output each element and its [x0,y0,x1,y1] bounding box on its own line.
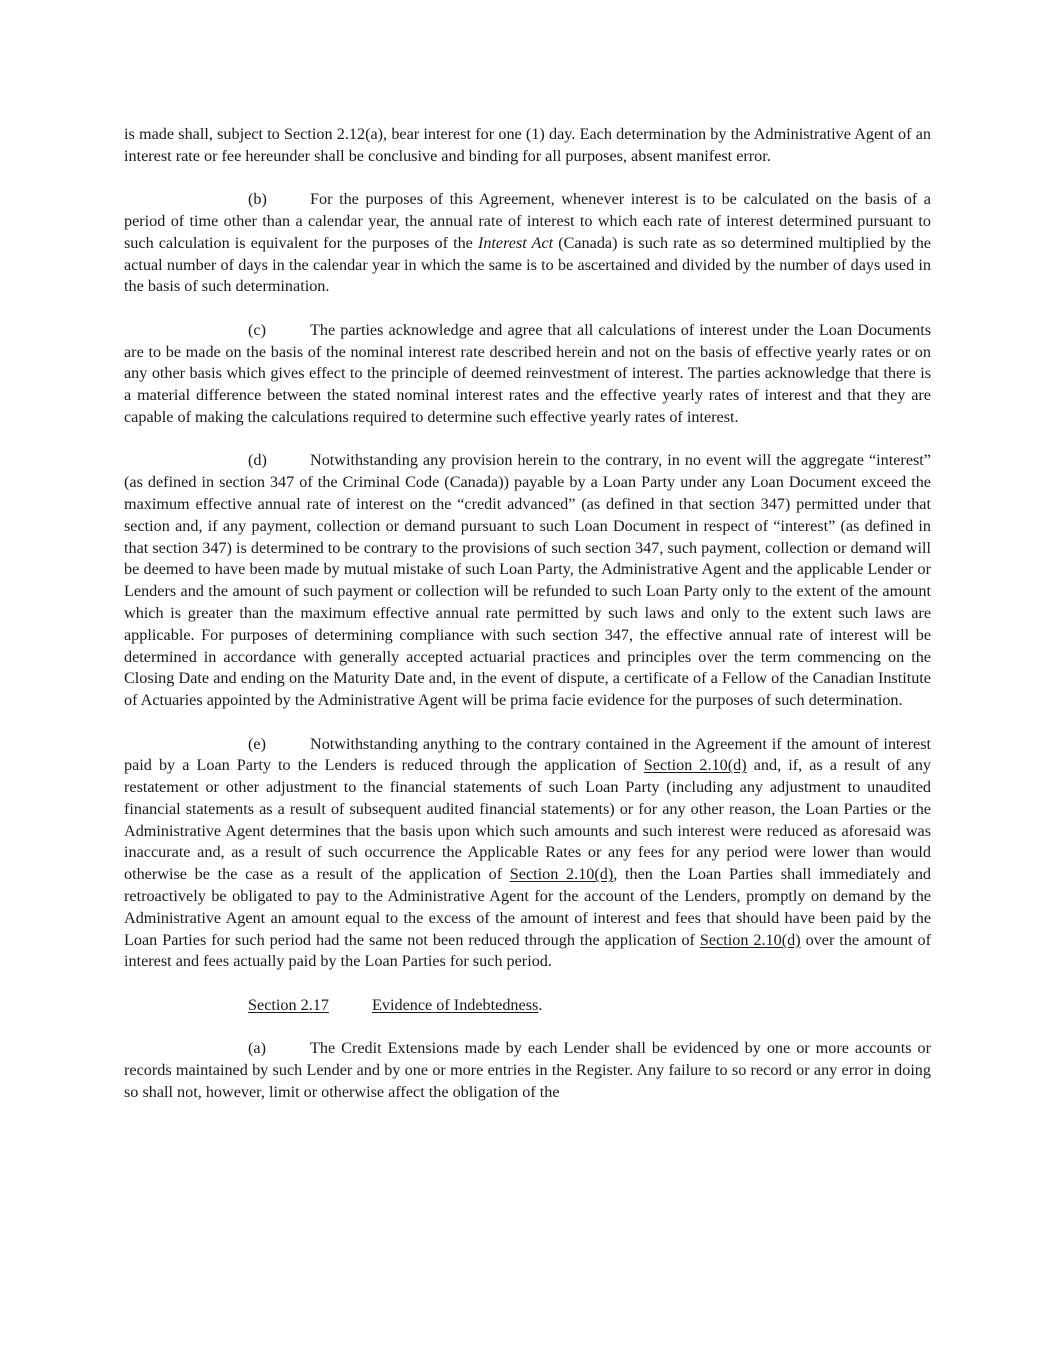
paragraph-d-text: Notwithstanding any provision herein to the contrary, in no event will the aggregate “interest” (as defined in section 347 of the Criminal Code (Canada)) payable by a Loan Party under any Loan Document exceed the maximum effective annual rate of interest on the “credit advanced” (as defined in that section 347) permitted under that section and, if any payment, collection or demand pursuant to such Loan Document in respect of “interest” (as defined in that section 347) is determined to be contrary to the provisions of such section 347, such payment, collection or demand will be deemed to have been made by mutual mistake of such Loan Party, the Administrative Agent and the applicable Lender or Lenders and the amount of such payment or collection will be refunded to such Loan Party only to the extent of the amount which is greater than the maximum effective annual rate permitted by such laws and only to the extent such laws are applicable. For purposes of determining compliance with such section 347, the effective annual rate of interest will be determined in accordance with generally accepted actuarial practices and principles over the term commencing on the Closing Date and ending on the Maturity Date and, in the event of dispute, a certificate of a Fellow of the Canadian Institute of Actuaries appointed by the Administrative Agent will be prima facie evidence for the purposes of such determination. [124,451,931,710]
section-217-paragraph-a [124,1038,931,1103]
paragraph-e-label: (e) [248,734,266,753]
continuation-text: is made shall, subject to Section 2.12(a), bear interest for one (1) day. Each determination by the Administrative Agent of an interest rate or fee hereunder shall be conclusive and binding for all purposes, absent manifest error. [124,125,931,165]
document-page [124,124,931,1125]
section-title: Evidence of Indebtedness [372,995,539,1014]
paragraph-d [124,450,931,712]
section-reference-link: Section 2.10(d) [643,756,747,775]
paragraph-c [124,320,931,429]
paragraph-b-label: (b) [248,190,267,209]
paragraph-e-text-3: , then the Loan Parties shall immediately and retroactively be obligated to pay to the Administrative Agent for the account of the Lenders, promptly on demand by the Administrative Agent an amount equal to the excess of the amount of interest and fees that should have been paid by the Loan Parties for such period had the same not been reduced through the application of [124,865,932,949]
paragraph-c-text: The parties acknowledge and agree that all calculations of interest under the Loan Documents are to be made on the basis of the nominal interest rate described herein and not on the basis of effective yearly rates or on any other basis which gives effect to the principle of deemed reinvestment of interest. The parties acknowledge that there is a material difference between the stated nominal interest rates and the effective yearly rates of interest and that they are capable of making the calculations required to determine such effective yearly rates of interest. [124,320,931,426]
interest-act-italic: Interest Act [477,233,554,252]
section-heading [124,995,931,1017]
continuation-paragraph [124,124,931,168]
paragraph-b-text-2: (Canada) is such rate as so determined multiplied by the actual number of days in the calendar year in which the same is to be ascertained and divided by the number of days used in the basis of such determination. [124,233,931,296]
paragraph-e [124,734,931,974]
paragraph-c-label: (c) [248,320,266,339]
section-217-paragraph-a-text: The Credit Extensions made by each Lender shall be evidenced by one or more accounts or records maintained by such Lender and by one or more entries in the Register. Any failure to so record or any error in doing so shall not, however, limit or otherwise affect the obligation of the [124,1039,931,1101]
paragraph-d-label: (d) [248,451,267,470]
section-reference-link: Section 2.10(d) [509,865,614,884]
section-reference-link: Section 2.10(d) [699,930,801,949]
section-217-paragraph-a-label: (a) [248,1039,266,1058]
paragraph-b [124,189,931,298]
paragraph-e-text-4: over the amount of interest and fees actually paid by the Loan Parties for such period. [124,930,932,971]
section-title-period: . [538,995,543,1014]
paragraph-e-text-2: and, if, as a result of any restatement or other adjustment to the financial statements of such Loan Party (including any adjustment to unaudited financial statements as a result of subsequent audited financial statements) or for any other reason, the Loan Parties or the Administrative Agent determines that the basis upon which such amounts and such interest were reduced as aforesaid was inaccurate and, as a result of such occurrence the Applicable Rates or any fees for any period were lower than would otherwise be the case as a result of the application of [124,756,932,884]
section-number: Section 2.17 [248,995,329,1014]
paragraph-e-text-1: Notwithstanding anything to the contrary contained in the Agreement if the amount of interest paid by a Loan Party to the Lenders is reduced through the application of [124,734,931,775]
paragraph-b-text-1: For the purposes of this Agreement, whenever interest is to be calculated on the basis of a period of time other than a calendar year, the annual rate of interest to which each rate of interest determined pursuant to such calculation is equivalent for the purposes of the [124,190,931,252]
